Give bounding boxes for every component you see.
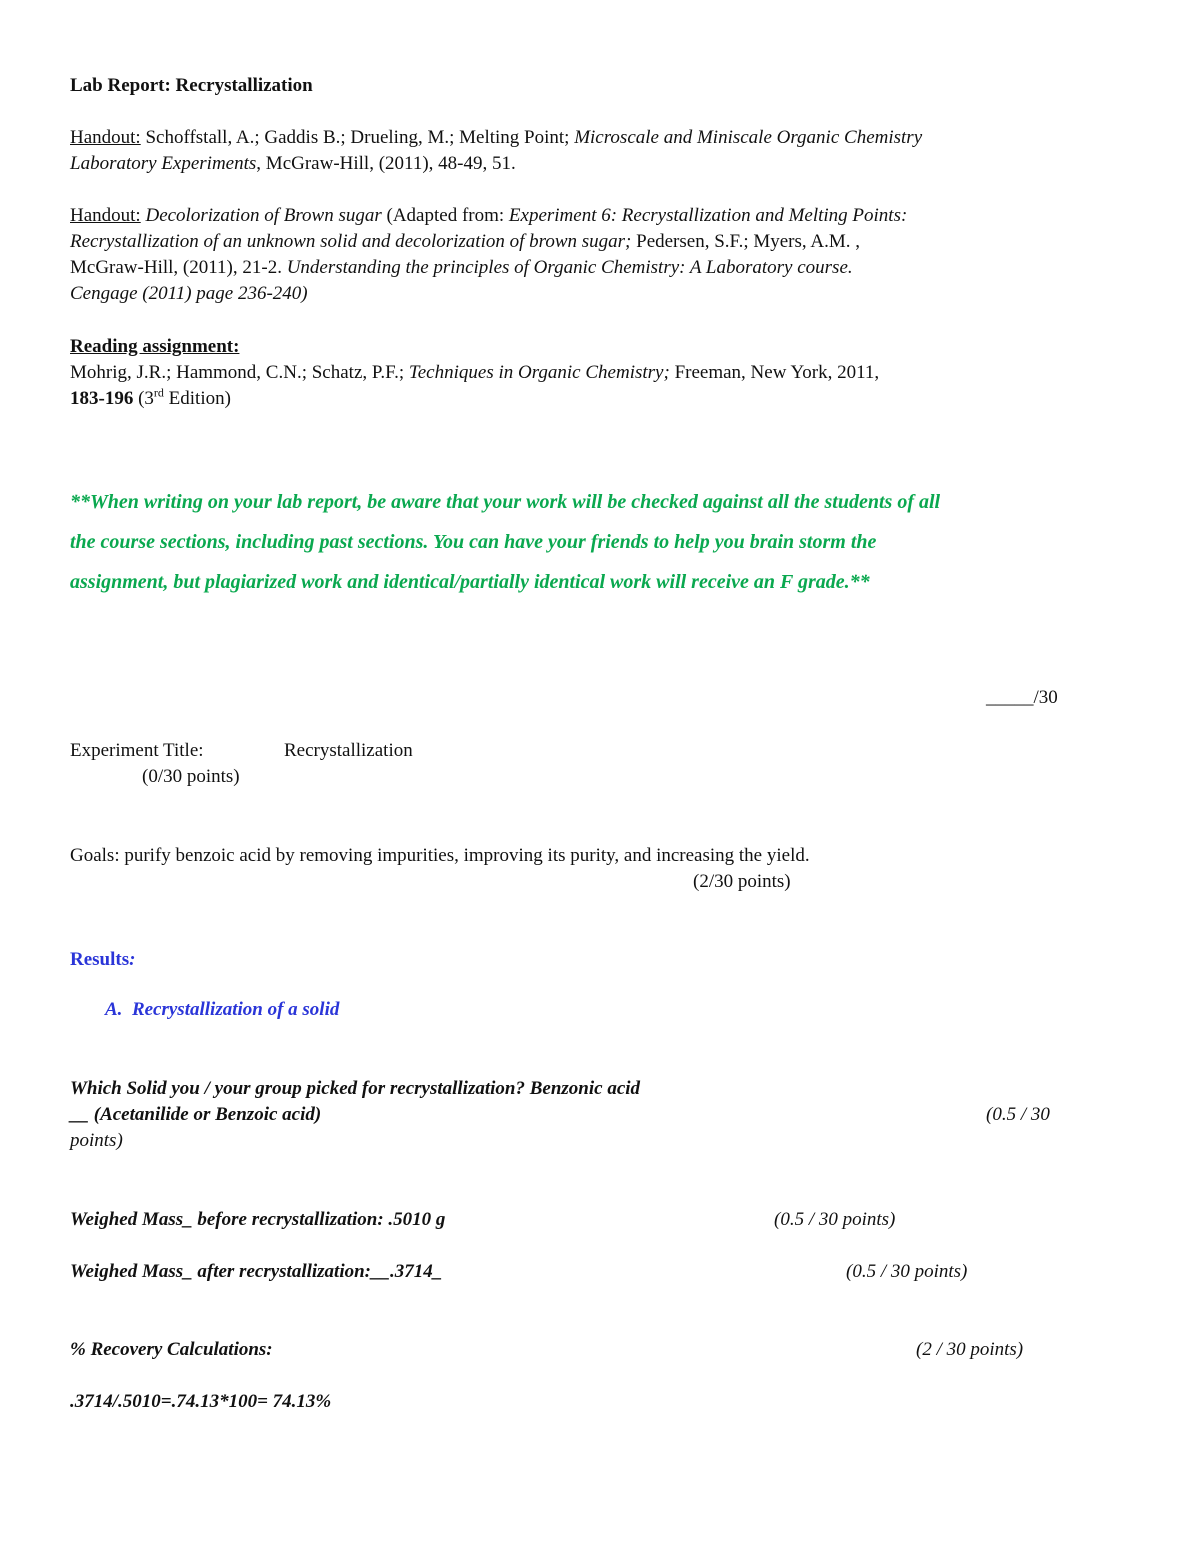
handout2-line3-plain: McGraw-Hill, (2011), 21-2.: [70, 257, 287, 278]
recovery-calculation: .3714/.5010=.74.13*100= 74.13%: [70, 1391, 332, 1412]
results-heading-text: Results: [70, 949, 130, 970]
handout1-line2: [70, 154, 516, 173]
reading-edition-sup: rd: [153, 385, 164, 400]
mass-after-points: (0.5 / 30 points): [846, 1261, 968, 1282]
handout2-line2-italic: Recrystallization of an unknown solid and decolorization of brown sugar;: [70, 231, 632, 252]
section-a-letter: A.: [105, 999, 123, 1020]
handout1-book-b: Laboratory Experiments: [70, 153, 257, 174]
solid-question: Which Solid you / your group picked for recrystallization? Benzonic acid: [70, 1078, 641, 1099]
handout2-label: Handout:: [70, 205, 141, 226]
handout2-line4: Cengage (2011) page 236-240): [70, 283, 308, 304]
solid-choices: __ (Acetanilide or Benzoic acid): [70, 1104, 322, 1125]
reading-publisher: Freeman, New York, 2011,: [669, 362, 880, 383]
recovery-label: % Recovery Calculations:: [70, 1339, 273, 1360]
results-heading: [70, 950, 135, 969]
solid-points-a: (0.5 / 30: [986, 1104, 1050, 1125]
recovery-points: (2 / 30 points): [916, 1339, 1024, 1360]
handout2-line2: [70, 232, 860, 251]
warning-line2: the course sections, including past sections. You can have your friends to help you brain storm the: [70, 531, 877, 553]
goals-text: Goals: purify benzoic acid by removing impurities, improving its purity, and increasing the yield.: [70, 845, 810, 866]
report-title: Lab Report: Recrystallization: [70, 75, 313, 96]
experiment-points: (0/30 points): [142, 766, 240, 787]
reading-line2: [70, 385, 231, 409]
handout1-book-a: Microscale and Miniscale Organic Chemistry: [574, 127, 923, 148]
section-a-title: Recrystallization of a solid: [131, 999, 340, 1020]
handout1-label: Handout:: [70, 127, 141, 148]
reading-authors: Mohrig, J.R.; Hammond, C.N.; Schatz, P.F.;: [70, 362, 409, 383]
mass-after: Weighed Mass_ after recrystallization:__.3714_: [70, 1261, 443, 1282]
mass-before-points: (0.5 / 30 points): [774, 1209, 896, 1230]
experiment-value: Recrystallization: [284, 740, 413, 761]
reading-book: Techniques in Organic Chemistry;: [408, 362, 670, 383]
handout1-authors: Schoffstall, A.; Gaddis B.; Drueling, M.; Melting Point;: [140, 127, 575, 148]
reading-pages: 183-196: [70, 388, 134, 409]
solid-points-b: points): [70, 1130, 123, 1151]
handout2-line1: [70, 206, 907, 225]
mass-before: Weighed Mass_ before recrystallization: .5010 g: [70, 1209, 446, 1230]
warning-line1: **When writing on your lab report, be aware that your work will be checked against all the students of all: [70, 491, 941, 513]
results-heading-colon: :: [129, 949, 136, 970]
handout2-line3-italic: Understanding the principles of Organic Chemistry: A Laboratory course.: [286, 257, 853, 278]
warning-line3: assignment, but plagiarized work and identical/partially identical work will receive an F grade.**: [70, 571, 870, 593]
reading-heading: Reading assignment:: [70, 336, 240, 357]
experiment-label: Experiment Title:: [70, 740, 204, 761]
section-a: [105, 1000, 339, 1019]
handout2-line3: [70, 258, 853, 277]
total-score: _____/30: [986, 687, 1058, 708]
goals-points: (2/30 points): [693, 871, 791, 892]
handout2-topic: Decolorization of Brown sugar: [145, 205, 382, 226]
handout1-publisher: , McGraw-Hill, (2011), 48-49, 51.: [256, 153, 516, 174]
handout2-line2-plain: Pedersen, S.F.; Myers, A.M. ,: [631, 231, 860, 252]
reading-edition-open: (3: [133, 388, 154, 409]
reading-edition-close: Edition): [163, 388, 231, 409]
handout2-adapted: (Adapted from:: [381, 205, 509, 226]
reading-line1: [70, 363, 879, 382]
handout2-exp: Experiment 6: Recrystallization and Melting Points:: [508, 205, 908, 226]
handout1-line1: [70, 128, 922, 147]
